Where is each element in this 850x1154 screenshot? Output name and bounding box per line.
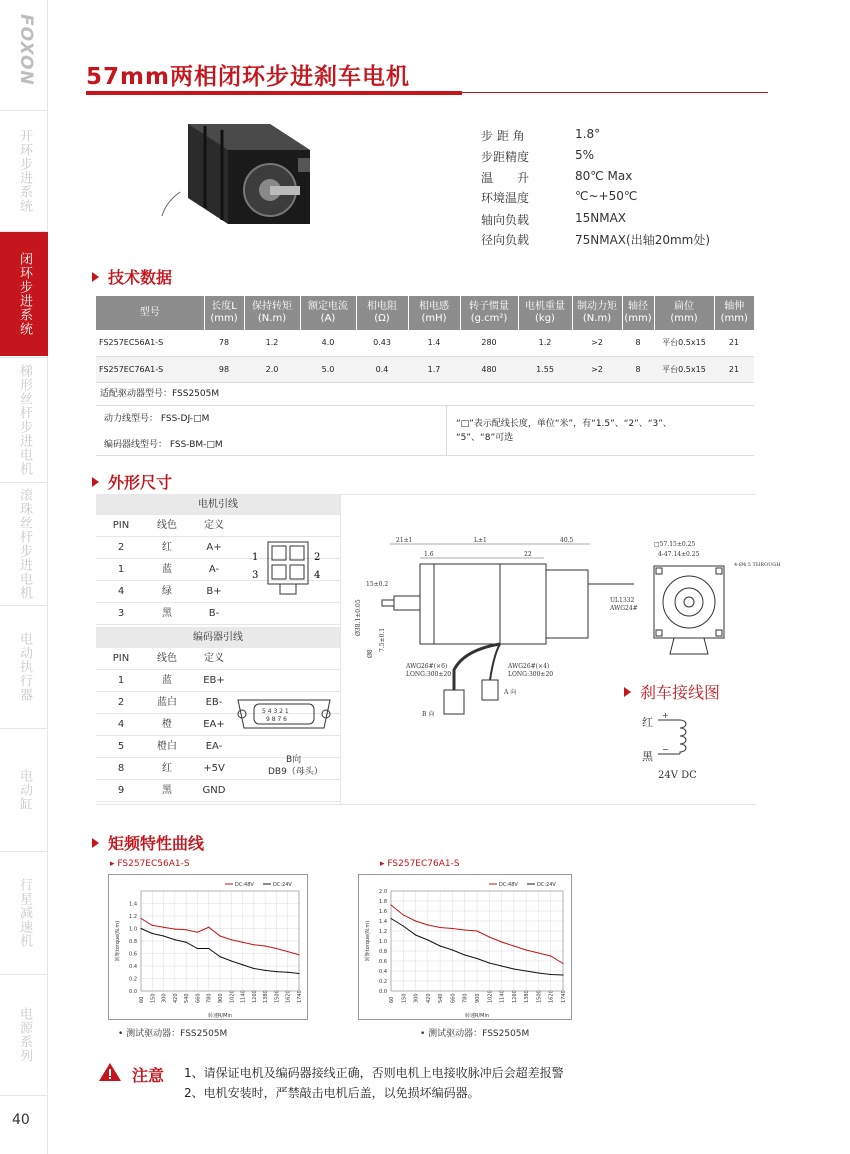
sidebar-item-ball-screw[interactable]: 滚珠丝杆步进电机 (0, 482, 48, 604)
data-point (440, 945, 441, 946)
data-point (186, 942, 187, 943)
data-point (390, 918, 391, 919)
x-tick-label: 1500 (274, 990, 281, 1003)
brake-red-label: 红 (642, 716, 653, 729)
data-point (513, 968, 514, 969)
y-axis-label: 转矩torque(N.m) (115, 920, 121, 962)
tech-table: 型号 长度L (mm) 保持转矩 (N.m) 额定电流 (A) 相电阻 (Ω) 相电感 (mH) 转子惯量 (g.cm²) 电机重量 (kg) 制动力矩 (N.m) 轴径 (mm) 扁位 (mm) 轴伸 (mm) FS257EC56A1-S 78 1.2 4.0 0.43 1.4 280 1.2 >2 8 平台0.5x15 21 FS257EC76A1-S 98 2.0 5.0 0.4 1.7 480 1.55 >2 8 平台0.5x15 21 (96, 296, 754, 383)
svg-text:15±0.2: 15±0.2 (366, 581, 389, 588)
data-point (186, 929, 187, 930)
brake-coil-icon (656, 712, 716, 762)
section-torque-curve: 矩频特性曲线 (92, 831, 204, 854)
table-row: 4 橙 EA+ (96, 714, 340, 736)
table-row: 8 红 +5V (96, 758, 340, 780)
sidebar-item-trapezoid-screw[interactable]: 梯形丝杆步进电机 (0, 357, 48, 481)
data-point (501, 941, 502, 942)
data-point (231, 939, 232, 940)
x-tick-label: 900 (475, 993, 481, 1003)
data-point (253, 968, 254, 969)
x-tick-label: 150 (401, 993, 408, 1003)
legend-entry: DC:24V (273, 882, 292, 888)
data-point (476, 958, 477, 959)
x-tick-label: 900 (218, 993, 224, 1003)
x-tick-label: 1260 (251, 990, 258, 1003)
data-point (403, 925, 404, 926)
sidebar-item-planetary-reducer[interactable]: 行星减速机 (0, 851, 48, 973)
data-point (476, 930, 477, 931)
data-point (219, 956, 220, 957)
data-point (152, 933, 153, 934)
data-point (163, 935, 164, 936)
section-dimensions: 外形尺寸 (92, 470, 172, 493)
data-point (427, 924, 428, 925)
y-tick-label: 1.2 (129, 914, 137, 920)
data-point (489, 936, 490, 937)
y-tick-label: 1.4 (129, 901, 137, 908)
legend-entry: DC:24V (537, 882, 556, 888)
data-point (526, 949, 527, 950)
table-row: FS257EC56A1-S 78 1.2 4.0 0.43 1.4 280 1.2 >2 8 平台0.5x15 21 (96, 330, 754, 356)
motor-wiring-table: 电机引线 PIN 线色 定义 2 红 A+ 1 蓝 A- 4 绿 B+ 3 黑 B- (96, 494, 340, 625)
table-row: FS257EC76A1-S 98 2.0 5.0 0.4 1.7 480 1.55 >2 8 平台0.5x15 21 (96, 356, 754, 382)
svg-text:LONG:300±20: LONG:300±20 (508, 671, 554, 678)
x-tick-label: 420 (425, 993, 432, 1003)
svg-text:+: + (662, 711, 669, 720)
data-point (197, 948, 198, 949)
title-rule (462, 92, 768, 93)
x-axis-label: 转速R/Min (464, 1013, 490, 1019)
encoder-wiring-title: 编码器引线 (96, 627, 340, 648)
data-point (562, 963, 563, 964)
title-underline (86, 91, 462, 95)
y-axis-label: 转矩torque(N.m) (365, 920, 371, 962)
svg-text:□57.15±0.25: □57.15±0.25 (654, 541, 696, 548)
data-point (276, 971, 277, 972)
x-tick-label: 150 (150, 993, 157, 1003)
chart2-driver-note: • 测试驱动器：FSS2505M (420, 1029, 530, 1039)
svg-text:9 8 7 6: 9 8 7 6 (266, 716, 287, 723)
data-point (513, 945, 514, 946)
data-point (440, 927, 441, 928)
data-point (265, 970, 266, 971)
data-point (452, 928, 453, 929)
x-tick-label: 540 (438, 993, 445, 1003)
connector-pin-1: 1 (252, 552, 259, 563)
motor-wiring-title: 电机引线 (96, 494, 340, 515)
x-tick-label: 660 (450, 993, 457, 1003)
data-point (231, 960, 232, 961)
x-tick-label: 60 (389, 996, 395, 1003)
x-tick-label: 1260 (511, 990, 518, 1003)
data-point (298, 973, 299, 974)
data-point (265, 945, 266, 946)
cable-note-2: “5”、“8”可选 (456, 433, 514, 443)
svg-text:LONG:300±20: LONG:300±20 (406, 671, 452, 678)
data-point (174, 939, 175, 940)
legend-entry: DC:48V (235, 882, 254, 888)
y-tick-label: 1.4 (379, 919, 387, 925)
data-point (526, 970, 527, 971)
x-tick-label: 1140 (499, 990, 506, 1003)
db9-direction-label: B向 (286, 755, 302, 765)
data-point (276, 948, 277, 949)
data-point (538, 952, 539, 953)
th-model: 型号 (96, 296, 204, 330)
triangle-icon (624, 687, 631, 697)
data-point (538, 972, 539, 973)
svg-text:−: − (662, 745, 669, 754)
data-point (197, 932, 198, 933)
connector-pin-3: 3 (252, 570, 259, 581)
motor-photo (160, 112, 320, 234)
notice-line-2: 2、电机安装时，严禁敲击电机后盖，以免损坏编码器。 (184, 1086, 480, 1100)
data-point (390, 904, 391, 905)
page-title: 57mm两相闭环步进刹车电机 (86, 64, 410, 90)
data-point (208, 948, 209, 949)
data-point (298, 954, 299, 955)
data-point (562, 974, 563, 975)
y-tick-label: 1.6 (379, 909, 387, 915)
svg-text:1.6: 1.6 (424, 551, 434, 558)
section-tech-data: 技术数据 (92, 265, 172, 288)
data-point (287, 972, 288, 973)
x-tick-label: 780 (206, 993, 213, 1003)
table-row: 3 黑 B- (96, 603, 340, 625)
table-row: 9 黑 GND (96, 780, 340, 802)
driver-model: 适配驱动器型号：FSS2505M (96, 382, 754, 406)
cable-note-1: “□”表示配线长度，单位“米”，有“1.5”、“2”、“3”、 (456, 419, 672, 429)
table-row: 5 橙白 EA- (96, 736, 340, 758)
data-point (163, 927, 164, 928)
y-tick-label: 2.0 (379, 889, 387, 895)
sidebar-item-closed-loop[interactable]: 闭环步进系统 (0, 231, 48, 356)
svg-text:AWG24#: AWG24# (610, 605, 638, 612)
x-tick-label: 300 (413, 993, 420, 1003)
x-tick-label: 1020 (487, 990, 494, 1003)
data-point (242, 964, 243, 965)
x-tick-label: 1140 (240, 990, 247, 1003)
data-point (403, 914, 404, 915)
y-tick-label: 0.6 (379, 959, 387, 965)
x-tick-label: 1740 (561, 990, 567, 1003)
brand-logo: FOXON (16, 14, 36, 86)
data-point (140, 928, 141, 929)
brake-voltage: 24V DC (658, 770, 697, 781)
chart2-title: ▸ FS257EC76A1-S (380, 859, 460, 869)
torque-chart-76 (358, 874, 572, 1020)
notice-label: 注意 (132, 1066, 165, 1085)
svg-text:4-47.14±0.25: 4-47.14±0.25 (658, 551, 700, 558)
y-tick-label: 1.0 (379, 939, 387, 945)
table-row: 1 蓝 EB+ (96, 670, 340, 692)
x-tick-label: 1620 (285, 990, 292, 1003)
data-point (550, 955, 551, 956)
svg-text:L±1: L±1 (474, 537, 487, 544)
db9-name: DB9（母头） (268, 767, 323, 777)
x-tick-label: 1620 (548, 990, 555, 1003)
legend-entry: DC:48V (499, 882, 518, 888)
x-tick-label: 1380 (524, 990, 531, 1003)
x-tick-label: 540 (184, 993, 191, 1003)
power-cable-model: 动力线型号： FSS-DJ-□M (104, 414, 210, 424)
x-tick-label: 300 (161, 993, 168, 1003)
sidebar-item-power-supply[interactable]: 电源系列 (0, 974, 48, 1096)
svg-text:40.5: 40.5 (560, 537, 574, 544)
table-row: 2 蓝白 EB- (96, 692, 340, 714)
y-tick-label: 0.0 (379, 989, 387, 995)
x-tick-label: 1020 (229, 990, 236, 1003)
y-tick-label: 0.2 (379, 979, 387, 985)
chart1-driver-note: • 测试驱动器：FSS2505M (118, 1029, 228, 1039)
db9-connector-diagram (232, 690, 336, 736)
data-point (174, 929, 175, 930)
torque-chart-56 (108, 874, 308, 1020)
svg-text:4-Ø4.5 THROUGH: 4-Ø4.5 THROUGH (734, 562, 781, 568)
data-point (152, 925, 153, 926)
svg-text:B 向: B 向 (422, 711, 435, 718)
y-tick-label: 0.2 (129, 976, 137, 983)
brake-black-label: 黑 (642, 750, 653, 763)
data-point (242, 942, 243, 943)
triangle-icon (92, 838, 99, 848)
y-tick-label: 0.8 (379, 949, 387, 955)
svg-text:AWG26#(×6): AWG26#(×6) (406, 663, 448, 670)
x-tick-label: 660 (195, 993, 202, 1003)
sidebar-item-actuator[interactable]: 电动执行器 (0, 605, 48, 727)
y-tick-label: 0.4 (379, 969, 387, 975)
y-tick-label: 1.0 (129, 926, 137, 933)
x-axis-label: 转速R/Min (207, 1013, 233, 1019)
data-point (501, 965, 502, 966)
connector-pin-2: 2 (314, 552, 321, 563)
svg-text:7.5±0.1: 7.5±0.1 (379, 627, 386, 652)
x-tick-label: 780 (462, 993, 469, 1003)
triangle-icon (92, 272, 99, 282)
data-point (452, 949, 453, 950)
svg-text:22: 22 (524, 551, 532, 558)
data-point (550, 974, 551, 975)
sidebar-item-open-loop[interactable]: 开环步进系统 (0, 110, 48, 230)
svg-text:Ø8: Ø8 (367, 649, 374, 658)
y-tick-label: 1.2 (379, 929, 387, 935)
motor-connector-diagram (248, 538, 328, 602)
x-tick-label: 60 (139, 996, 145, 1003)
svg-text:Ø38.1±0.05: Ø38.1±0.05 (355, 599, 362, 636)
y-tick-label: 0.4 (129, 964, 137, 970)
data-point (427, 939, 428, 940)
data-point (489, 962, 490, 963)
data-point (219, 935, 220, 936)
table-row: 4 绿 B+ (96, 581, 340, 603)
svg-text:UL1332: UL1332 (610, 597, 635, 604)
data-point (287, 951, 288, 952)
y-tick-label: 1.8 (379, 899, 387, 905)
data-point (464, 954, 465, 955)
warning-icon (98, 1062, 122, 1082)
notice-line-1: 1、请保证电机及编码器接线正确，否则电机上电接收脉冲后会超差报警 (184, 1066, 564, 1080)
chart1-title: ▸ FS257EC56A1-S (110, 859, 190, 869)
data-point (415, 920, 416, 921)
data-point (208, 927, 209, 928)
y-tick-label: 0.6 (129, 951, 137, 958)
encoder-cable-model: 编码器线型号： FSS-BM-□M (104, 440, 223, 450)
x-tick-label: 420 (172, 993, 179, 1003)
data-point (140, 918, 141, 919)
data-point (464, 929, 465, 930)
table-row: 1 蓝 A- (96, 559, 340, 581)
connector-pin-4: 4 (314, 570, 321, 581)
data-point (253, 944, 254, 945)
triangle-icon (92, 477, 99, 487)
svg-text:21±1: 21±1 (396, 537, 413, 544)
sidebar-item-electric-cylinder[interactable]: 电动缸 (0, 728, 48, 850)
y-tick-label: 0.0 (129, 989, 137, 995)
svg-text:AWG26#(×4): AWG26#(×4) (508, 663, 550, 670)
encoder-wiring-table: 编码器引线 PIN 线色 定义 1 蓝 EB+ 2 蓝白 EB- 4 橙 EA+ 5 橙白 EA- 8 红 +5V 9 黑 GND (96, 627, 340, 802)
table-row: 2 红 A+ (96, 537, 340, 559)
x-tick-label: 1740 (297, 990, 303, 1003)
section-brake-wiring: 刹车接线图 (624, 680, 720, 703)
x-tick-label: 1500 (536, 990, 543, 1003)
svg-text:5 4 3 2 1: 5 4 3 2 1 (262, 708, 289, 715)
data-point (415, 934, 416, 935)
y-tick-label: 0.8 (129, 939, 137, 945)
x-tick-label: 1380 (263, 990, 270, 1003)
svg-text:A 向: A 向 (504, 689, 517, 696)
page-number: 40 (12, 1112, 30, 1128)
